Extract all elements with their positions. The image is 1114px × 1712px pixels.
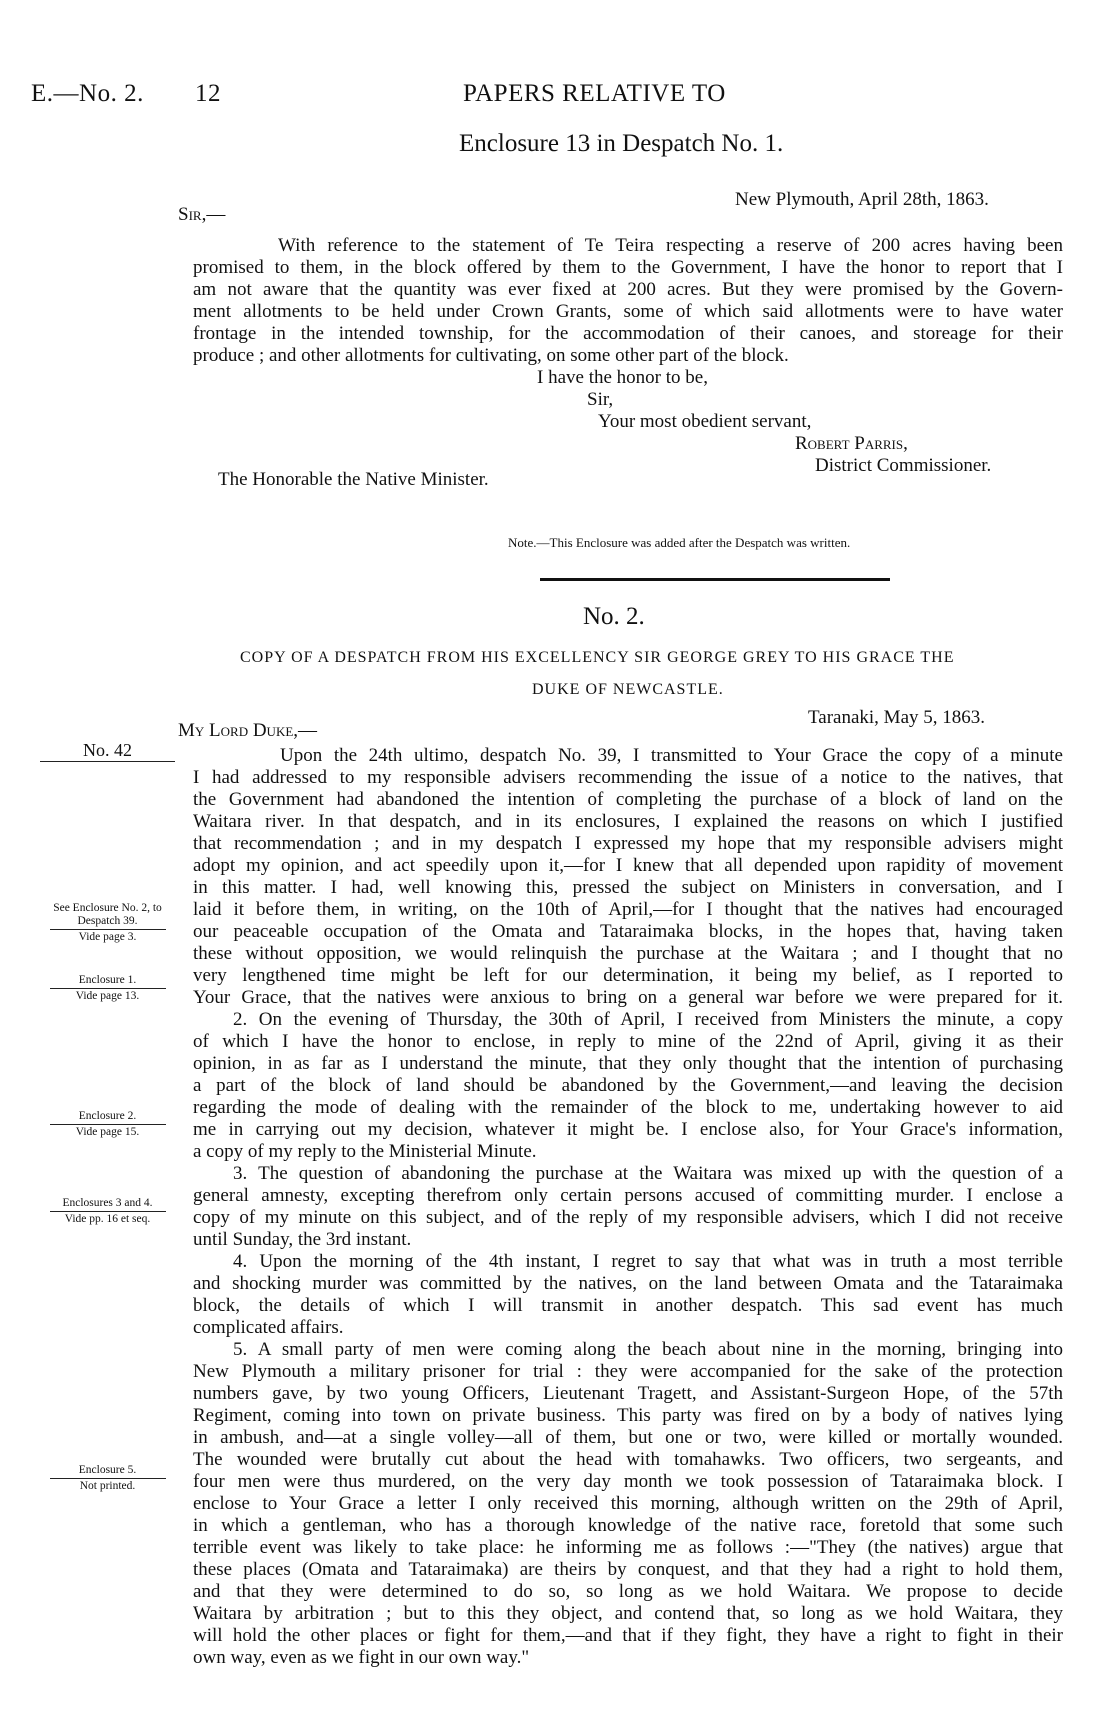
body-line: our peaceable occupation of the Omata and Tataraimaka blocks, in the hopes that, having taken	[193, 921, 1063, 942]
body-line: adopt my opinion, and act speedily upon it,—for I knew that all depended upon rapidity of movement	[193, 855, 1063, 876]
margin-note-text: Enclosure 2.	[78, 1110, 137, 1122]
margin-rule	[50, 1478, 166, 1479]
margin-note-text: Enclosure 5.	[78, 1464, 137, 1476]
body-line: 5. A small party of men were coming along the beach about nine in the morning, bringing into	[233, 1339, 1063, 1360]
addressee: The Honorable the Native Minister.	[218, 469, 489, 490]
margin-rule	[50, 1211, 166, 1212]
body-line: and that they were determined to do so, so long as we hold Waitara. We propose to decide	[193, 1581, 1063, 1602]
body-line: I had addressed to my responsible advisers recommending the issue of a notice to the natives, that	[193, 767, 1063, 788]
body-line: 3. The question of abandoning the purchase at the Waitara was mixed up with the question of a	[233, 1163, 1063, 1184]
margin-note-text: See Enclosure No. 2, to	[53, 902, 162, 914]
body-line: The wounded were brutally cut about the head with tomahawks. Two officers, two sergeants, and	[193, 1449, 1063, 1470]
body-line: until Sunday, the 3rd instant.	[193, 1229, 412, 1250]
body-line: 2. On the evening of Thursday, the 30th of April, I received from Ministers the minute, a copy	[233, 1009, 1063, 1030]
despatch-title: COPY OF A DESPATCH FROM HIS EXCELLENCY SIR GEORGE GREY TO HIS GRACE THE	[240, 649, 955, 666]
enclosure-line: promised to them, in the block offered by them to the Government, I have the honor to report that I	[193, 257, 1063, 278]
margin-note-enclosure-1	[30, 974, 185, 1003]
despatch-salutation: My Lord Duke,—	[178, 720, 318, 741]
margin-note-text: Vide page 3.	[78, 931, 137, 943]
margin-note-text: Vide page 13.	[75, 990, 140, 1002]
page-number: 12	[195, 80, 221, 107]
body-line: very lengthened time might be left for our determination, it being my belief, as I reported to	[193, 965, 1063, 986]
body-line: Waitara river. In that despatch, and in its enclosures, I explained the reasons on which I justified	[193, 811, 1063, 832]
body-line: complicated affairs.	[193, 1317, 344, 1338]
body-line: the Government had abandoned the intention of completing the purchase of a block of land on the	[193, 789, 1063, 810]
margin-note-text: Vide pp. 16 et seq.	[64, 1213, 151, 1225]
enclosure-paragraph	[193, 235, 1063, 367]
enclosure-line: With reference to the statement of Te Teira respecting a reserve of 200 acres having been	[278, 235, 1063, 256]
margin-note-text: No. 42	[83, 740, 132, 760]
body-line: and shocking murder was committed by the natives, on the land between Omata and the Tataraimaka	[193, 1273, 1063, 1294]
margin-rule	[50, 929, 166, 930]
body-line: copy of my minute on this subject, and of the reply of my responsible advisers, which I did not receive	[193, 1207, 1063, 1228]
despatch-place-date: Taranaki, May 5, 1863.	[808, 707, 986, 728]
running-title: PAPERS RELATIVE TO	[463, 80, 726, 107]
document-code: E.—No. 2.	[31, 80, 144, 107]
body-line: these without opposition, we would relinquish the purchase at the Waitara ; and I thought that no	[193, 943, 1063, 964]
margin-note-text: Vide page 15.	[75, 1126, 140, 1138]
enclosure-line: am not aware that the quantity was ever fixed at 200 acres. But they were promised by the Govern-	[193, 279, 1063, 300]
despatch-title-recipient: DUKE OF NEWCASTLE.	[532, 681, 724, 698]
margin-note-text: Despatch 39.	[77, 915, 138, 927]
despatch-number: No. 2.	[583, 603, 645, 630]
margin-note-enclosures-3-4	[30, 1197, 185, 1226]
margin-note-enclosure-2	[30, 1110, 185, 1139]
enclosure-salutation: Sir,—	[178, 204, 226, 225]
margin-rule	[50, 988, 166, 989]
closing-line-2: Sir,	[587, 389, 614, 410]
closing-line-3: Your most obedient servant,	[598, 411, 812, 432]
body-line: own way, even as we fight in our own way."	[193, 1647, 530, 1668]
body-line: Your Grace, that the natives were anxious to bring on a general war before we were prepared for it.	[193, 987, 1063, 1008]
section-divider	[540, 578, 890, 581]
body-line: regarding the mode of dealing with the remainder of the block to me, undertaking however to aid	[193, 1097, 1063, 1118]
body-line: me in carrying out my decision, whatever it might be. I enclose also, for Your Grace's information,	[193, 1119, 1063, 1140]
enclosure-note: Note.—This Enclosure was added after the Despatch was written.	[508, 535, 851, 550]
body-line: will hold the other places or fight for them,—and that if they fight, they have a right to fight in their	[193, 1625, 1063, 1646]
body-line: that recommendation ; and in my despatch I expressed my hope that my responsible advisers might	[193, 833, 1063, 854]
enclosure-line: ment allotments to be held under Crown Grants, some of which said allotments were to have water	[193, 301, 1063, 322]
signature: Robert Parris,	[795, 433, 908, 454]
body-line: a copy of my reply to the Ministerial Minute.	[193, 1141, 537, 1162]
closing-line-1: I have the honor to be,	[537, 367, 708, 388]
enclosure-heading: Enclosure 13 in Despatch No. 1.	[459, 130, 784, 157]
body-line: four men were thus murdered, on the very day month we took possession of Tataraimaka block. I	[193, 1471, 1063, 1492]
body-line: general amnesty, excepting therefrom only certain persons accused of committing murder. I enclose a	[193, 1185, 1063, 1206]
body-line: of which I have the honor to enclose, in reply to mine of the 22nd of April, giving it as their	[193, 1031, 1063, 1052]
body-line: block, the details of which I will transmit in another despatch. This sad event has much	[193, 1295, 1063, 1316]
margin-rule	[50, 1124, 166, 1125]
margin-note-text: Enclosures 3 and 4.	[62, 1197, 153, 1209]
margin-note-text: Enclosure 1.	[78, 974, 137, 986]
body-line: laid it before them, in writing, on the 10th of April,—for I thought that the natives had encouraged	[193, 899, 1063, 920]
body-line: Upon the 24th ultimo, despatch No. 39, I transmitted to Your Grace the copy of a minute	[280, 745, 1063, 766]
enclosure-line: frontage in the intended township, for the accommodation of their canoes, and storeage for their	[193, 323, 1063, 344]
margin-note-enclosure-despatch39	[30, 902, 185, 944]
body-line: in ambush, and—at a single volley—all of them, but one or two, were killed or mortally wounded.	[193, 1427, 1063, 1448]
body-line: Regiment, coming into town on private business. This party was fired on by a body of natives lying	[193, 1405, 1063, 1426]
body-line: in this matter. I had, well knowing this, pressed the subject on Ministers in conversation, and I	[193, 877, 1063, 898]
margin-rule	[40, 761, 175, 762]
margin-note-enclosure-5	[30, 1464, 185, 1493]
body-line: numbers gave, by two young Officers, Lieutenant Tragett, and Assistant-Surgeon Hope, of the 57th	[193, 1383, 1063, 1404]
margin-note-no42	[30, 740, 185, 763]
body-line: in which a gentleman, who has a thorough knowledge of the native race, foretold that some such	[193, 1515, 1063, 1536]
body-line: terrible event was likely to take place: he informing me as follows :—"They (the natives) argue that	[193, 1537, 1063, 1558]
body-line: Waitara by arbitration ; but to this they object, and contend that, so long as we hold Waitara, they	[193, 1603, 1063, 1624]
body-line: New Plymouth a military prisoner for trial : they were accompanied for the sake of the protection	[193, 1361, 1063, 1382]
body-line: these places (Omata and Tataraimaka) are theirs by conquest, and that they had a right to hold them,	[193, 1559, 1063, 1580]
body-line: a part of the block of land should be abandoned by the Government,—and leaving the decision	[193, 1075, 1063, 1096]
despatch-body	[193, 745, 1063, 1669]
signature-title: District Commissioner.	[815, 455, 992, 476]
body-line: 4. Upon the morning of the 4th instant, I regret to say that what was in truth a most terrible	[233, 1251, 1063, 1272]
margin-note-text: Not printed.	[79, 1480, 136, 1492]
enclosure-line: produce ; and other allotments for cultivating, on some other part of the block.	[193, 345, 789, 366]
enclosure-place-date: New Plymouth, April 28th, 1863.	[735, 189, 989, 210]
body-line: opinion, in as far as I understand the minute, that they only thought that the intention of purchasing	[193, 1053, 1063, 1074]
body-line: enclose to Your Grace a letter I only received this morning, although written on the 29th of April,	[193, 1493, 1063, 1514]
